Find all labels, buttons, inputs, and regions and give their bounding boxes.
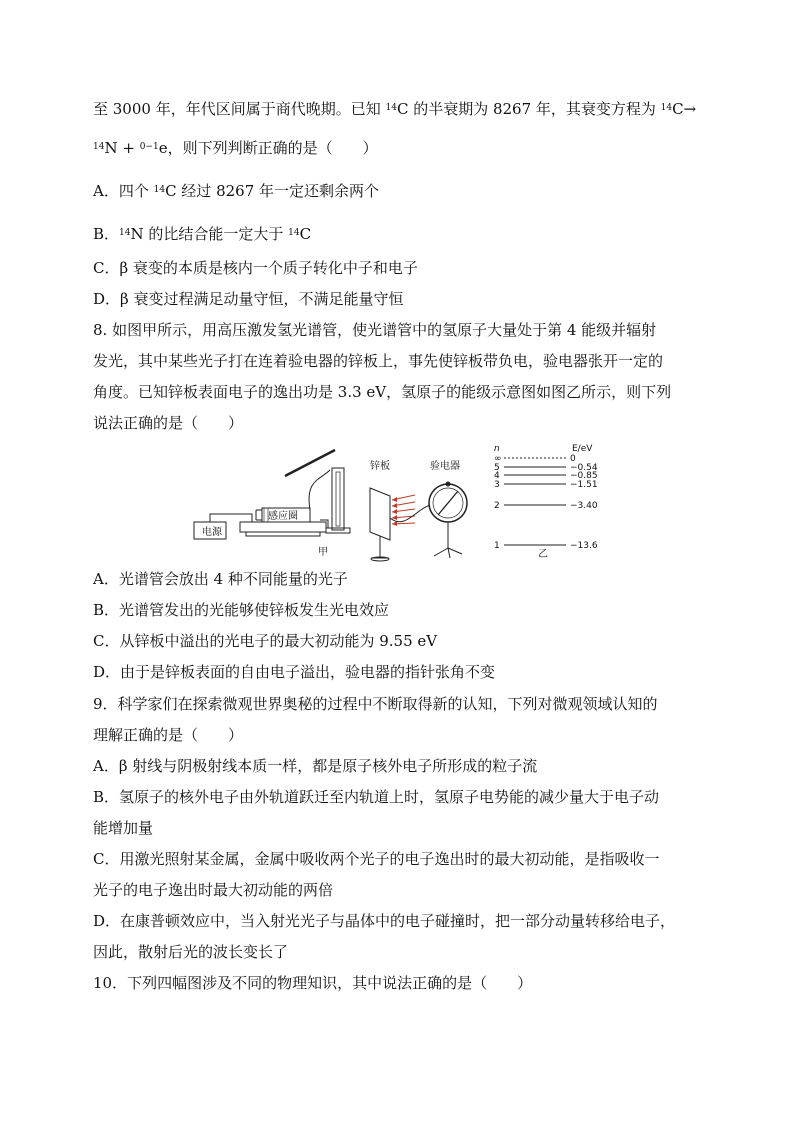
q8-option-c: C．从锌板中溢出的光电子的最大初动能为 9.55 eV: [93, 632, 438, 650]
decay-arrow: C→: [672, 100, 697, 118]
energy-axis-label: E/eV: [572, 444, 593, 454]
zinc-stand: [371, 536, 389, 558]
hv-wire: [309, 470, 330, 510]
power-label: 电源: [202, 527, 222, 538]
q8-figure-svg: [190, 440, 620, 565]
electroscope-needle: [438, 491, 458, 515]
q7-option-b: [93, 223, 708, 244]
q9-option-b-line-1: B．氢原子的核外电子由外轨道跃迁至内轨道上时，氢原子电势能的减少量大于电子动: [93, 788, 660, 806]
q7-option-a-text: C 经过 8267 年一定还剩余两个: [165, 182, 380, 200]
q9-option-c-line-2: 光子的电子逸出时最大初动能的两倍: [93, 881, 334, 899]
energy-level-n: ∞: [494, 454, 502, 464]
q7-text: 至 3000 年，年代区间属于商代晚期。已知: [93, 100, 386, 118]
q7-option-b-label: B．: [93, 225, 120, 243]
q7-option-a: [93, 180, 708, 201]
q9-option-b-line-2: 能增加量: [93, 819, 154, 837]
n14-symbol: N +: [104, 139, 140, 157]
c14-mass-b: 14: [288, 228, 300, 238]
n14-mass: 14: [93, 142, 105, 152]
q10-stem: 10．下列四幅图涉及不同的物理知识，其中说法正确的是（ ）: [93, 974, 533, 992]
energy-level-value: −3.40: [570, 501, 598, 511]
coil-label: 感应圈: [268, 511, 298, 522]
coil-base: [240, 522, 326, 532]
q9-stem-1: 9．科学家们在探索微观世界奥秘的过程中不断取得新的认知，下列对微观领域认知的: [93, 695, 658, 713]
coil-base-foot: [246, 532, 320, 536]
q8-stem-1: 8. 如图甲所示，用高压激发氢光谱管，使光谱管中的氢原子大量处于第 4 能级并辐射: [93, 321, 657, 339]
q7-option-b-tail: C: [299, 225, 312, 243]
zinc-label: 锌板: [370, 461, 390, 472]
power-wire: [210, 514, 252, 522]
q9-option-d-line-2: 因此，散射后光的波长变长了: [93, 943, 289, 961]
q9-option-c-line-1: C．用激光照射某金属，金属中吸收两个光子的电子逸出时的最大初动能，是指吸收一: [93, 850, 660, 868]
q8-stem-3: 角度。已知锌板表面电子的逸出功是 3.3 eV，氢原子的能级示意图如图乙所示，则下列: [93, 383, 672, 401]
energy-level-n: 5: [494, 463, 500, 473]
q7-line-2: $^{14}$N + $^{0-1}$e，则下列判断正确的是（ ）: [93, 139, 378, 157]
zinc-plate: [370, 488, 390, 540]
q8-stem-4: 说法正确的是（ ）: [93, 414, 244, 432]
energy-level-n: 4: [494, 471, 500, 481]
energy-level-n: 1: [494, 541, 500, 551]
q7-option-d: D．β 衰变过程满足动量守恒，不满足能量守恒: [93, 290, 404, 308]
q9-option-d-line-1: D．在康普顿效应中，当入射光光子与晶体中的电子碰撞时，把一部分动量转移给电子，: [93, 912, 676, 930]
q7-option-b-mid: N 的比结合能一定大于: [130, 225, 289, 243]
energy-level-value: 0: [570, 454, 576, 464]
electroscope-tripod: [434, 548, 462, 558]
q7-tail: ，则下列判断正确的是（ ）: [167, 139, 378, 157]
q7-line-1: [93, 98, 708, 119]
q8-figure: [190, 440, 620, 565]
q9-stem-2: 理解正确的是（ ）: [93, 726, 244, 744]
coil-end: [256, 510, 262, 520]
energy-level-n: 2: [494, 501, 500, 511]
q7-option-a-label: A．四个: [93, 182, 154, 200]
energy-level-n: 3: [494, 480, 500, 490]
energy-level-value: −0.85: [570, 471, 598, 481]
q7-option-c: C．β 衰变的本质是核内一个质子转化中子和电子: [93, 259, 418, 277]
energy-level-value: −13.6: [570, 541, 598, 551]
q9-option-a: A．β 射线与阴极射线本质一样，都是原子核外电子所形成的粒子流: [93, 757, 538, 775]
c14-mass-2: 14: [660, 103, 673, 113]
figure-a-label: 甲: [318, 547, 328, 558]
energy-level-value: −0.54: [570, 463, 598, 473]
q8-option-a: A．光谱管会放出 4 种不同能量的光子: [93, 570, 348, 588]
q8-stem-2: 发光，其中某些光子打在连着验电器的锌板上，事先使锌板带负电，验电器张开一定的: [93, 352, 664, 370]
c14-mass-a: 14: [153, 185, 166, 195]
spectrum-tube: [336, 472, 340, 526]
q7-text-b: 的半衰期为 8267 年，其衰变方程为: [408, 100, 661, 118]
figure-b-label: 乙: [538, 549, 548, 560]
q8-option-d: D．由于是锌板表面的自由电子溢出，验电器的指针张角不变: [93, 663, 496, 681]
n-axis-label: n: [494, 444, 500, 454]
c14-symbol: C: [396, 100, 409, 118]
q8-option-b: B．光谱管发出的光能够使锌板发生光电效应: [93, 601, 390, 619]
energy-level-diagram: [494, 454, 598, 551]
n14-mass-b: 14: [119, 228, 131, 238]
spectrum-tube-stand: [332, 468, 344, 530]
electron-symbol: e: [158, 139, 168, 157]
electroscope-label: 验电器: [430, 461, 460, 472]
c14-mass: 14: [385, 103, 397, 113]
energy-level-value: −1.51: [570, 480, 598, 490]
